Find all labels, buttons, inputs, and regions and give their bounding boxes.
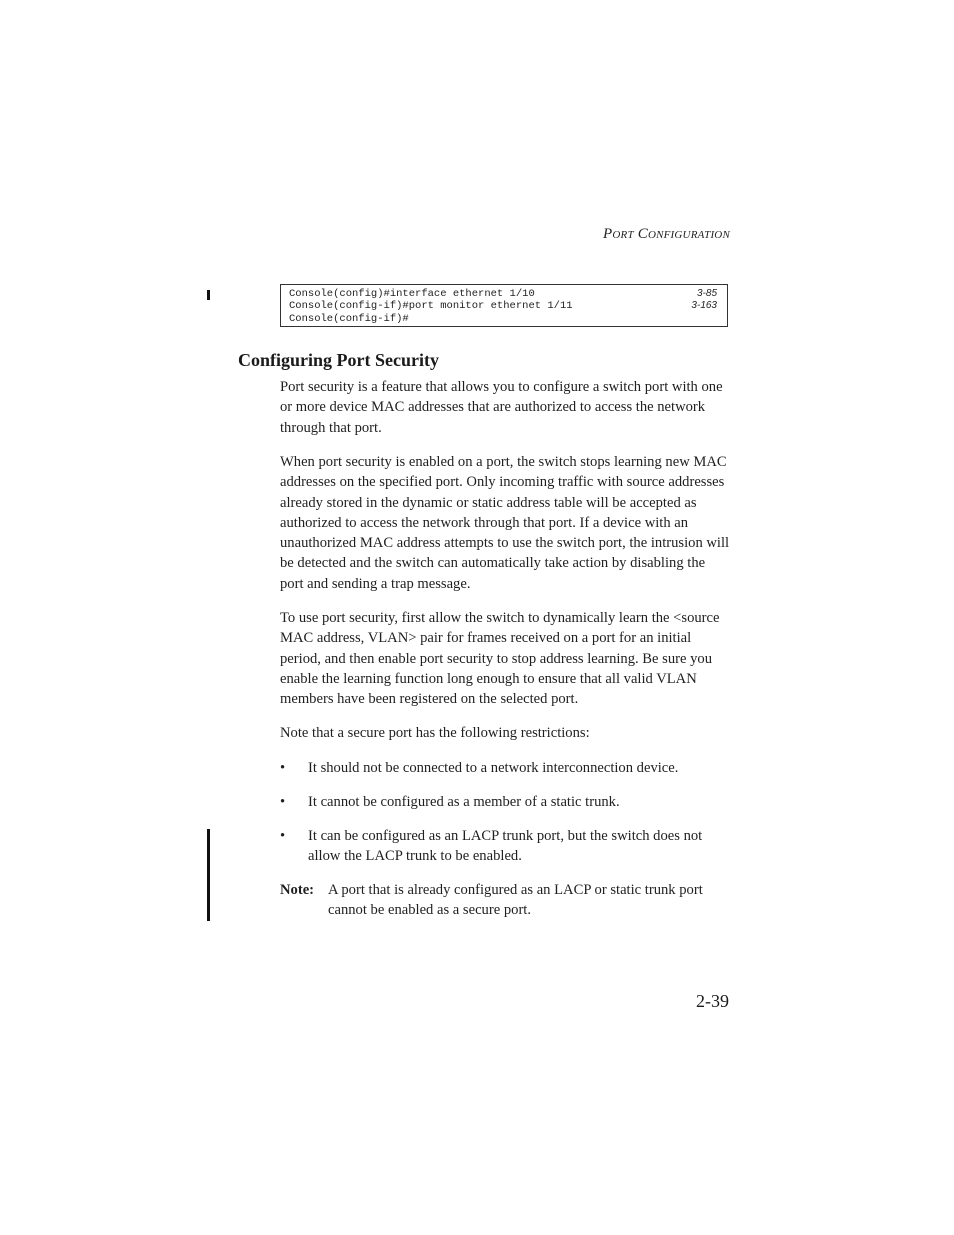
running-head: Port Configuration <box>603 226 730 242</box>
list-item-text: It should not be connected to a network interconnection device. <box>308 760 679 776</box>
change-bar <box>207 829 210 921</box>
paragraph: Note that a secure port has the following restrictions: <box>280 725 590 741</box>
bullet-icon: • <box>280 760 286 776</box>
list-item-text: It cannot be configured as a member of a static trunk. <box>308 794 620 810</box>
section-title: Configuring Port Security <box>238 350 439 370</box>
bullet-icon: • <box>280 828 286 844</box>
code-reference: 3-85 <box>696 288 717 299</box>
paragraph: When port security is enabled on a port, the switch stops learning new MAC addresses on the specified port. Only incoming traffic with source addresses already stored in the dynamic or static address table will be accepted as authorized to access the network through that port. If a device with an unauthorized MAC address attempts to use the switch port, the intrusion will be detected and the switch can automatically take action by disabling the port and sending a trap message. <box>280 454 730 592</box>
change-bar <box>207 290 210 300</box>
code-reference: 3-163 <box>691 300 717 311</box>
list-item <box>280 826 732 867</box>
list-item <box>280 758 732 778</box>
code-line: Console(config-if)#port monitor ethernet 1/11 <box>289 300 573 312</box>
paragraph: Port security is a feature that allows you to configure a switch port with one or more device MAC addresses that are authorized to access the network through that port. <box>280 379 723 436</box>
note-label: Note: <box>280 882 315 898</box>
list-item <box>280 792 732 812</box>
paragraph: To use port security, first allow the switch to dynamically learn the <source MAC address, VLAN> pair for frames received on a port for an initial period, and then enable port security to stop address learning. Be sure you enable the learning function long enough to ensure that all valid VLAN members have been registered on the selected port. <box>280 610 720 708</box>
list-item-text: It can be configured as an LACP trunk port, but the switch does not allow the LACP trunk to be enabled. <box>308 828 703 865</box>
code-example-box <box>280 284 728 327</box>
page-number: 2-39 <box>696 991 729 1011</box>
note-text: A port that is already configured as an LACP or static trunk port cannot be enabled as a secure port. <box>328 882 703 919</box>
code-line: Console(config-if)# <box>289 313 409 325</box>
note-block <box>280 880 732 921</box>
code-line: Console(config)#interface ethernet 1/10 <box>289 288 535 300</box>
bullet-icon: • <box>280 794 286 810</box>
